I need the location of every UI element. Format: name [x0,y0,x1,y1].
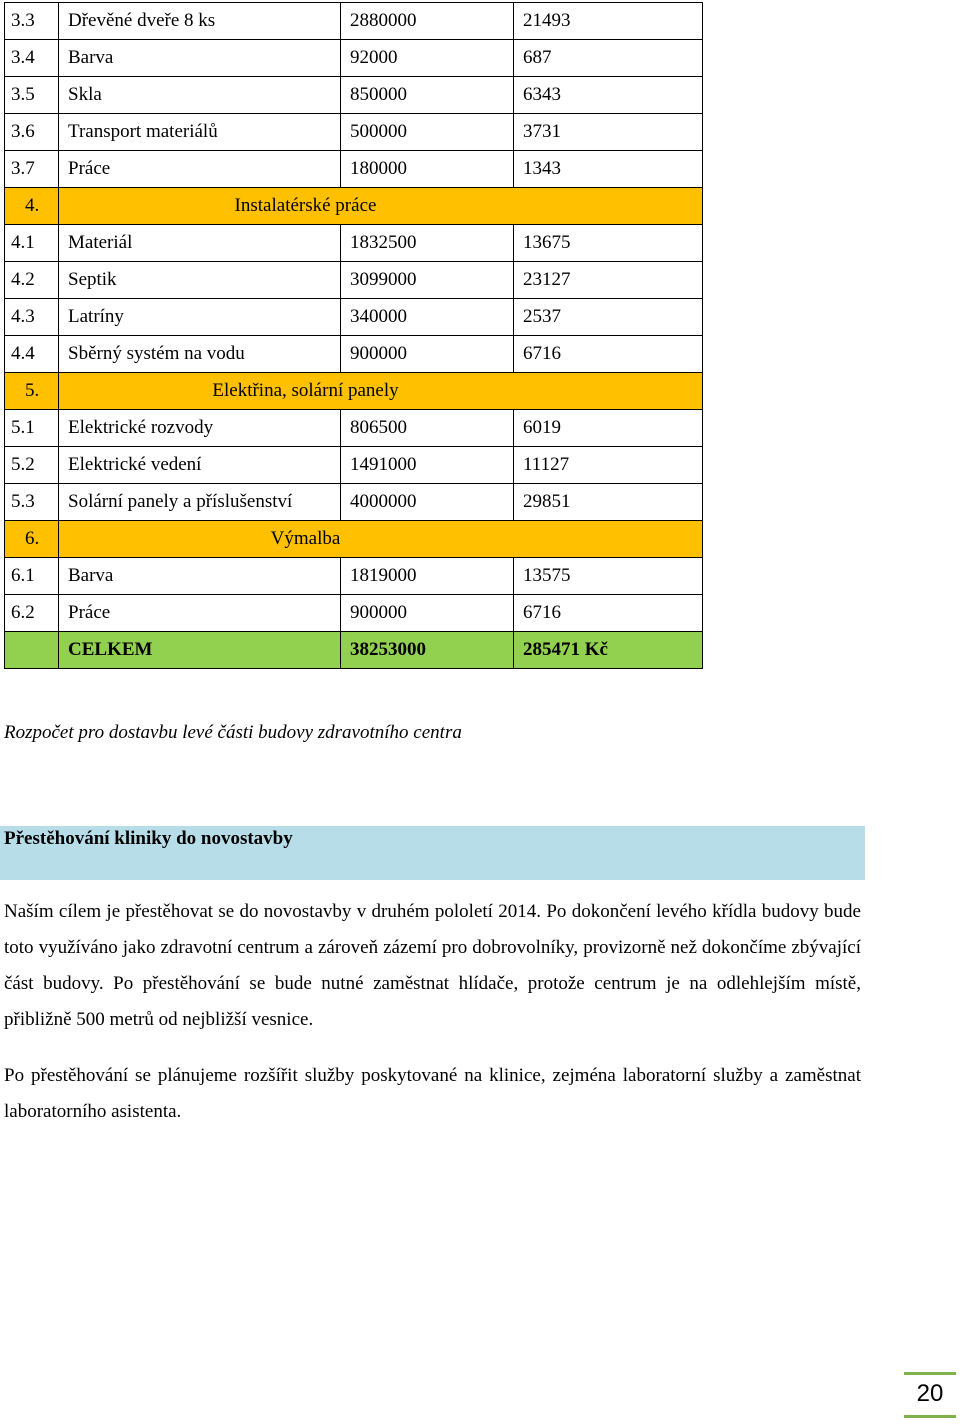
total-row [5,632,703,669]
table-row: 4.2 Septik 3099000 23127 [5,262,703,299]
paragraph: Naším cílem je přestěhovat se do novostavby v druhém pololetí 2014. Po dokončení levého křídla budovy bude toto využíváno jako zdravotní centrum a zároveň zázemí pro dobrovolníky, provizorně než dokončíme zbývající část budovy. Po přestěhování se bude nutné zaměstnat hlídače, protože centrum je na odlehlejším místě, přibližně 500 metrů od nejbližší vesnice. [4,901,861,1030]
section-heading: Přestěhování kliniky do novostavby [4,828,293,849]
table-row: 3.7 Práce 180000 1343 [5,151,703,188]
table-row: 3.5 Skla 850000 6343 [5,77,703,114]
total-eur: 285471 Kč [514,632,703,669]
budget-table [4,2,703,669]
table-row: 4.4 Sběrný systém na vodu 900000 6716 [5,336,703,373]
table-row: 4.3 Latríny 340000 2537 [5,299,703,336]
section-row-painting: 6. Výmalba [5,521,703,558]
table-row: 4.1 Materiál 1832500 13675 [5,225,703,262]
table-row: 3.4 Barva 92000 687 [5,40,703,77]
table-row: 5.2 Elektrické vedení 1491000 11127 [5,447,703,484]
section-row-electricity: 5. Elektřina, solární panely [5,373,703,410]
table-row: 5.3 Solární panely a příslušenství 4000000 29851 [5,484,703,521]
section-row-plumbing: 4. Instalatérské práce [5,188,703,225]
paragraph: Po přestěhování se plánujeme rozšířit služby poskytované na klinice, zejména laboratorní služby a zaměstnat laboratorního asistenta. [4,1065,861,1122]
page-number: 20 [916,1380,944,1407]
table-row: 3.6 Transport materiálů 500000 3731 [5,114,703,151]
total-label: CELKEM [59,632,341,669]
total-czk: 38253000 [341,632,514,669]
table-row: 5.1 Elektrické rozvody 806500 6019 [5,410,703,447]
table-caption: Rozpočet pro dostavbu levé části budovy zdravotního centra [4,722,462,743]
table-row: 3.3 Dřevěné dveře 8 ks 2880000 21493 [5,3,703,40]
table-row: 6.2 Práce 900000 6716 [5,595,703,632]
table-row: 6.1 Barva 1819000 13575 [5,558,703,595]
